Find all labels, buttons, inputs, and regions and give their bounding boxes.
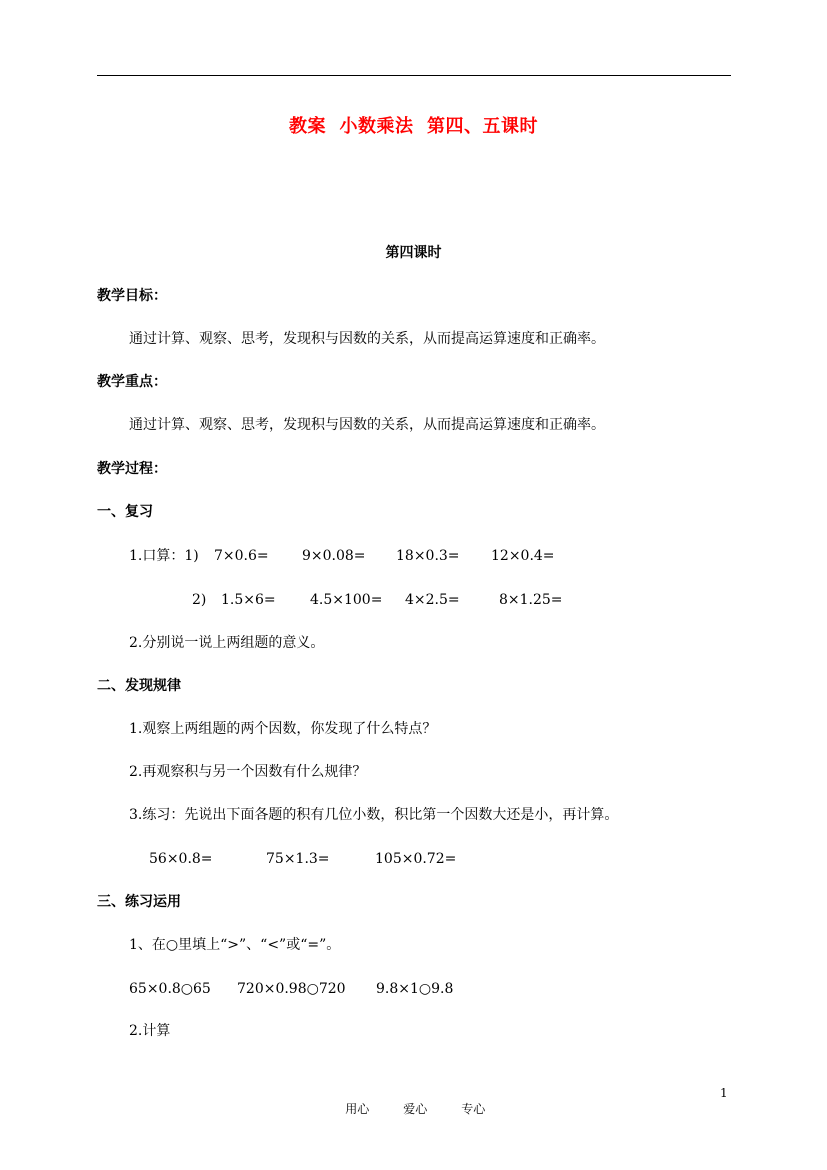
practice-item-1: 1、在○里填上“>”、“<”或“=”。 [129, 937, 341, 953]
oral-calc-item: 4.5×100= [310, 592, 383, 608]
process-heading: 教学过程： [97, 461, 167, 477]
lesson-title: 第四课时 [385, 245, 442, 261]
header-rule [97, 75, 731, 76]
compare-item: 9.8×1○9.8 [376, 981, 454, 997]
page-number: 1 [720, 1086, 728, 1100]
footer-mottos [330, 1086, 519, 1131]
focus-text: 通过计算、观察、思考，发现积与因数的关系，从而提高运算速度和正确率。 [129, 417, 605, 433]
goal-text: 通过计算、观察、思考，发现积与因数的关系，从而提高运算速度和正确率。 [129, 331, 605, 347]
oral-calc-item: 7×0.6= [214, 548, 269, 564]
oral-calc-item: 1.5×6= [221, 592, 276, 608]
oral-calc-label-2: 2) [192, 592, 207, 608]
discover-item-2: 2.再观察积与另一个因数有什么规律？ [129, 764, 367, 780]
footer-motto: 专心 [461, 1102, 486, 1116]
review-item-2: 2.分别说一说上两组题的意义。 [129, 635, 325, 651]
oral-calc-item: 18×0.3= [396, 548, 460, 564]
oral-calc-item: 8×1.25= [499, 592, 563, 608]
footer-motto: 用心 [345, 1102, 370, 1116]
exercise-item: 105×0.72= [375, 851, 457, 867]
section1-heading: 一、复习 [97, 504, 153, 520]
oral-calc-item: 12×0.4= [491, 548, 555, 564]
exercise-item: 75×1.3= [266, 851, 330, 867]
document-title: 教案 小数乘法 第四、五课时 [288, 116, 539, 137]
compare-item: 65×0.8○65 [129, 981, 211, 997]
goal-heading: 教学目标： [97, 288, 167, 304]
focus-heading: 教学重点： [97, 374, 167, 390]
section3-heading: 三、练习运用 [97, 894, 181, 910]
section2-heading: 二、发现规律 [97, 678, 181, 694]
footer-motto: 爱心 [403, 1102, 428, 1116]
discover-item-1: 1.观察上两组题的两个因数，你发现了什么特点？ [129, 721, 437, 737]
compare-item: 720×0.98○720 [237, 981, 346, 997]
discover-item-3: 3.练习：先说出下面各题的积有几位小数，积比第一个因数大还是小，再计算。 [129, 807, 619, 823]
oral-calc-label: 1.口算：1) [129, 548, 199, 564]
oral-calc-item: 9×0.08= [302, 548, 366, 564]
exercise-item: 56×0.8= [149, 851, 213, 867]
oral-calc-item: 4×2.5= [405, 592, 460, 608]
practice-item-2: 2.计算 [129, 1023, 171, 1039]
